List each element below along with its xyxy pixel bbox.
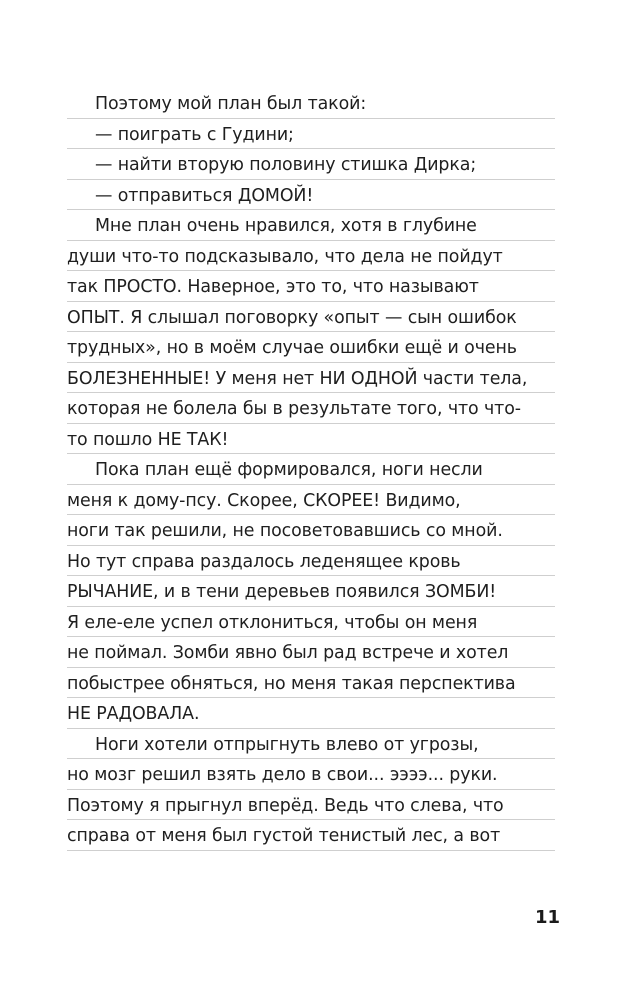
- text-line: меня к дому-псу. Скорее, СКОРЕЕ! Видимо,: [67, 485, 555, 516]
- text-line: РЫЧАНИЕ, и в тени деревьев появился ЗОМБИ!: [67, 576, 555, 607]
- text-line: Мне план очень нравился, хотя в глубине: [67, 210, 555, 241]
- text-line: НЕ РАДОВАЛА.: [67, 698, 555, 729]
- text-line: Ноги хотели отпрыгнуть влево от угрозы,: [67, 729, 555, 760]
- text-line: — найти вторую половину стишка Дирка;: [67, 149, 555, 180]
- text-line: но мозг решил взять дело в свои... ээээ... руки.: [67, 759, 555, 790]
- text-line: то пошло НЕ ТАК!: [67, 424, 555, 455]
- text-line: ОПЫТ. Я слышал поговорку «опыт — сын ошибок: [67, 302, 555, 333]
- text-line: побыстрее обняться, но меня такая перспектива: [67, 668, 555, 699]
- text-line: БОЛЕЗНЕННЫЕ! У меня нет НИ ОДНОЙ части тела,: [67, 363, 555, 394]
- text-line: справа от меня был густой тенистый лес, а вот: [67, 820, 555, 851]
- text-body: [67, 88, 555, 851]
- text-line: Пока план ещё формировался, ноги несли: [67, 454, 555, 485]
- text-line: Но тут справа раздалось леденящее кровь: [67, 546, 555, 577]
- text-line: — отправиться ДОМОЙ!: [67, 180, 555, 211]
- text-line: Поэтому я прыгнул вперёд. Ведь что слева, что: [67, 790, 555, 821]
- text-line: души что-то подсказывало, что дела не пойдут: [67, 241, 555, 272]
- page-number: 11: [534, 907, 560, 928]
- text-line: Я еле-еле успел отклониться, чтобы он меня: [67, 607, 555, 638]
- text-line: которая не болела бы в результате того, что что-: [67, 393, 555, 424]
- text-line: трудных», но в моём случае ошибки ещё и очень: [67, 332, 555, 363]
- text-line: — поиграть с Гудини;: [67, 119, 555, 150]
- text-line: не поймал. Зомби явно был рад встрече и хотел: [67, 637, 555, 668]
- text-line: так ПРОСТО. Наверное, это то, что называют: [67, 271, 555, 302]
- text-line: ноги так решили, не посоветовавшись со мной.: [67, 515, 555, 546]
- text-line: Поэтому мой план был такой:: [67, 88, 555, 119]
